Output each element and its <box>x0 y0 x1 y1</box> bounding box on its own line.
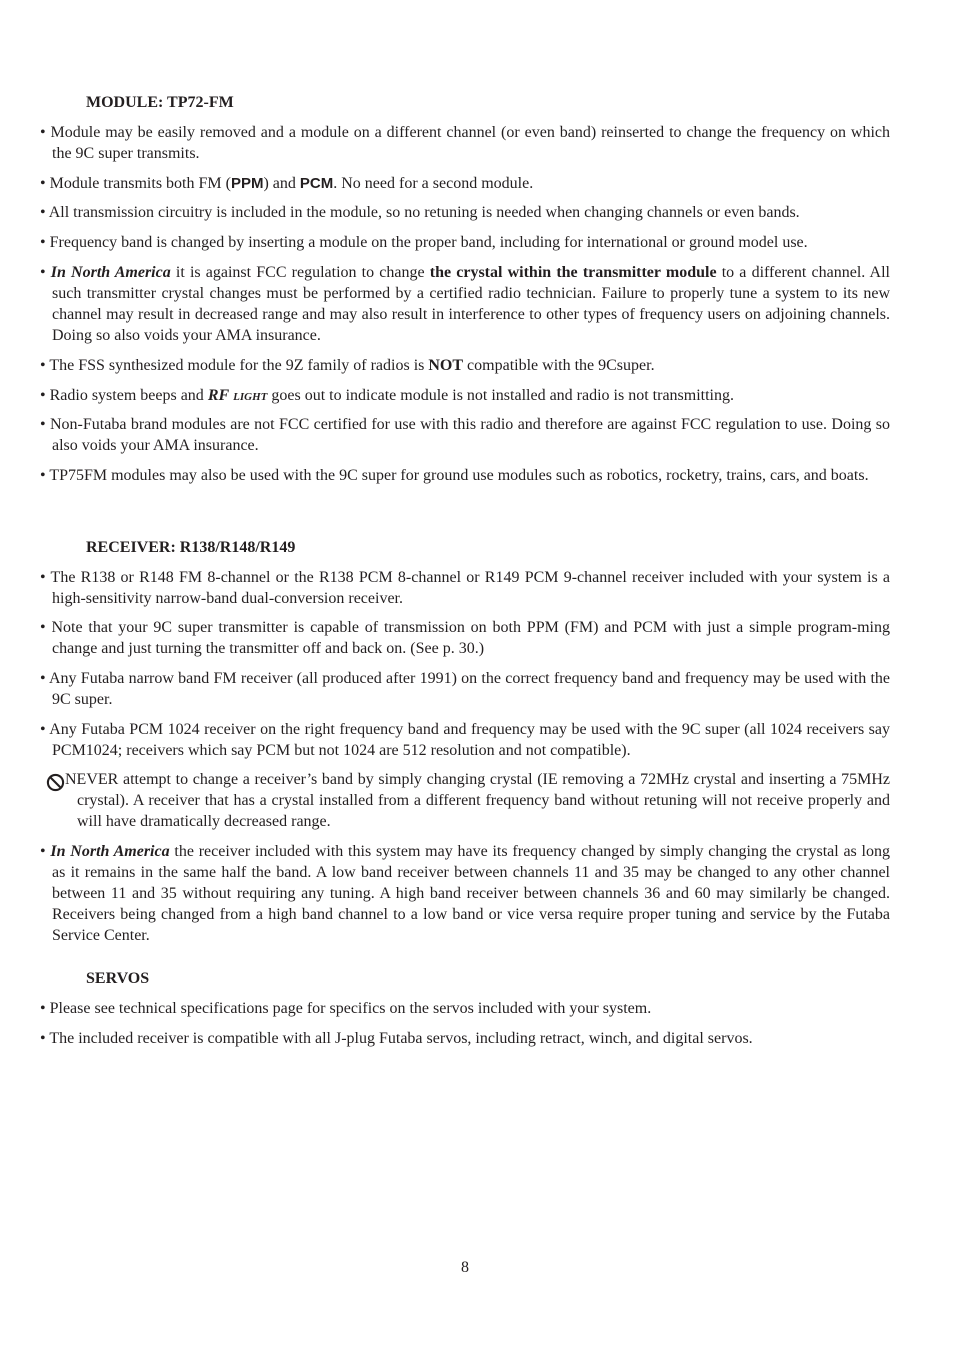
module-bullet-rf-light: • Radio system beeps and RF light goes out to indicate module is not installed and radio is not transmitting. <box>40 387 734 404</box>
module-bullet-non-futaba: • Non-Futaba brand modules are not FCC certified for use with this radio and therefore are against FCC regulation to use. Doing so also voids your AMA insurance. <box>40 416 891 454</box>
module-bullet-removable: • Module may be easily removed and a module on a different channel (or even band) reinserted to change the frequency on which the 9C super transmits. <box>40 124 890 162</box>
ppm-label: PPM <box>230 175 264 192</box>
servos-bullet-specs: • Please see technical specifications page for specifics on the servos included with your system. <box>40 1000 652 1017</box>
module-heading: MODULE: TP72-FM <box>86 94 234 111</box>
module-bullet-band: • Frequency band is changed by inserting a module on the proper band, including for international or ground model use. <box>40 234 808 251</box>
receiver-bullet-narrow-band: • Any Futaba narrow band FM receiver (all produced after 1991) on the correct frequency band and frequency may be used with the 9C super. <box>40 670 891 708</box>
servos-bullet-compatible: • The included receiver is compatible with all J-plug Futaba servos, including retract, winch, and digital servos. <box>40 1030 753 1047</box>
module-bullet-fm-pcm: • Module transmits both FM (PPM) and PCM. No need for a second module. <box>40 175 534 192</box>
module-bullet-fss: • The FSS synthesized module for the 9Z family of radios is NOT compatible with the 9Csuper. <box>40 357 655 374</box>
receiver-bullet-pcm1024: • Any Futaba PCM 1024 receiver on the right frequency band and frequency may be used with the 9C super (all 1024 receivers say PCM1024; receivers which say PCM but not 1024 are 512 resolution and not compatible). <box>40 721 891 759</box>
receiver-bullet-ppm-pcm: • Note that your 9C super transmitter is capable of transmission on both PPM (FM) and PCM with just a simple program-ming change and just turning the transmitter off and back on. (See p. 30.) <box>40 619 891 657</box>
receiver-heading: RECEIVER: R138/R148/R149 <box>86 539 296 556</box>
module-bullet-fcc-crystal: • In North America it is against FCC regulation to change the crystal within the transmitter module to a different channel. All such transmitter crystal changes must be performed by a certified radio technician. Failure to properly tune a system to its new channel may result in decreased range and may also result in interference to other types of frequency users on adjoining channels. Doing so also voids your AMA insurance. <box>40 264 890 344</box>
module-bullet-circuitry: • All transmission circuitry is included in the module, so no retuning is needed when changing channels or even bands. <box>40 204 800 221</box>
receiver-bullet-north-america: • In North America the receiver included with this system may have its frequency changed by simply changing the crystal as long as it remains in the same half the band. A low band receiver between channels 11 and 35 may be changed to any other channel between 11 and 35 without requiring any tuning. A high band receiver between channels 36 and 60 may similarly be changed. Receivers being changed from a high band channel to a low band or vice versa require proper tuning and service by the Futaba Service Center. <box>40 843 891 944</box>
page-number: 8 <box>461 1259 469 1276</box>
pcm-label: PCM <box>299 175 334 192</box>
receiver-warning-crystal: NEVER attempt to change a receiver’s band by simply changing crystal (IE removing a 72MHz crystal and inserting a 75MHz crystal). A receiver that has a crystal installed from a different frequency band without retuning will not receive properly and will have dramatically decreased range. <box>65 771 890 830</box>
servos-heading: SERVOS <box>86 970 150 987</box>
receiver-bullet-included: • The R138 or R148 FM 8-channel or the R138 PCM 8-channel or R149 PCM 9-channel receiver included with your system is a high-sensitivity narrow-band dual-conversion receiver. <box>40 569 891 607</box>
module-bullet-tp75fm: • TP75FM modules may also be used with the 9C super for ground use modules such as robotics, rocketry, trains, cars, and boats. <box>40 467 869 484</box>
